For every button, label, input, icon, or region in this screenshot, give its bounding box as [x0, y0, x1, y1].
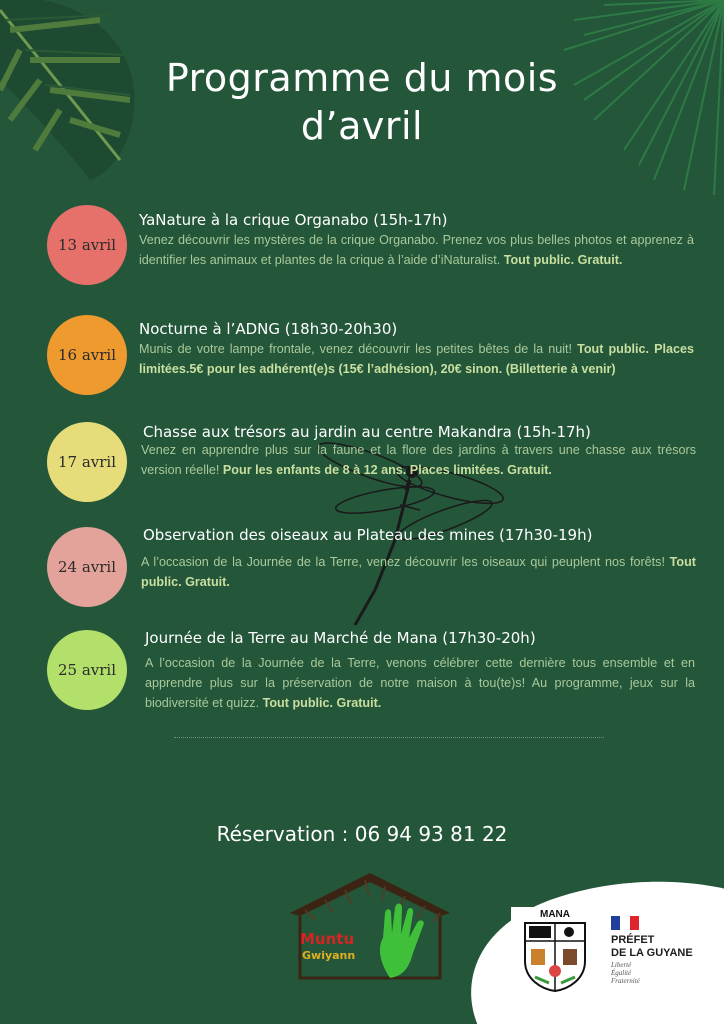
date-badge	[47, 205, 127, 285]
event-description	[141, 552, 696, 592]
mana-logo-text: MANA	[540, 909, 570, 920]
motto-egalite: Égalité	[611, 969, 632, 977]
event-title: Nocturne à l’ADNG (18h30-20h30)	[139, 320, 398, 338]
event-description	[141, 440, 696, 480]
event-title: Chasse aux trésors au jardin au centre Makandra (15h-17h)	[143, 423, 591, 441]
date-badge	[47, 527, 127, 607]
event-description	[139, 339, 694, 379]
event-description-text: A l’occasion de la Journée de la Terre, venez découvrir les oiseaux qui peuplent nos forêts!	[141, 555, 665, 569]
date-badge	[47, 630, 127, 710]
event-description-text: Venez découvrir les mystères de la crique Organabo. Prenez vos plus belles photos et apprenez à identifier les animaux et plantes de la crique à l’aide d’iNaturalist.	[139, 233, 694, 267]
event-description-bold: Tout public. Gratuit.	[262, 696, 382, 710]
date-label: 16 avril	[57, 346, 117, 364]
date-badge	[47, 422, 127, 502]
date-badge	[47, 315, 127, 395]
prefet-line-2: DE LA GUYANE	[611, 947, 693, 959]
event-description-bold: Tout public. Gratuit.	[141, 555, 696, 589]
event-description-text: A l’occasion de la Journée de la Terre, venons célébrer cette dernière tous ensemble et en apprendre plus sur la préservation de notre maison à tou(te)s! Au programme, jeux sur la biodiversité et quizz.	[145, 656, 695, 710]
french-flag-icon	[611, 916, 639, 930]
date-label: 17 avril	[57, 453, 117, 471]
muntu-logo-subtext: Gwiyann	[302, 949, 356, 962]
event-description	[139, 230, 694, 270]
title-line-1: Programme du mois	[165, 56, 559, 100]
event-description-bold: Pour les enfants de 8 à 12 ans. Places limitées. Gratuit.	[222, 463, 552, 477]
reservation-phone: Réservation : 06 94 93 81 22	[216, 822, 508, 846]
prefet-guyane-logo	[606, 912, 714, 988]
muntu-logo-text: Muntu	[300, 930, 355, 948]
date-label: 13 avril	[57, 236, 117, 254]
muntu-hut-logo-icon	[285, 868, 455, 988]
event-description-text: Venez en apprendre plus sur la faune et la flore des jardins à travers une chasse aux trésors version réelle!	[141, 443, 696, 477]
prefet-name	[611, 934, 693, 960]
dotted-divider	[174, 737, 604, 738]
title-line-2: d’avril	[300, 104, 424, 148]
event-title: Journée de la Terre au Marché de Mana (17h30-20h)	[145, 629, 536, 647]
event-title: YaNature à la crique Organabo (15h-17h)	[139, 211, 448, 229]
date-label: 24 avril	[57, 558, 117, 576]
mana-logo	[511, 907, 599, 995]
event-title: Observation des oiseaux au Plateau des mines (17h30-19h)	[143, 526, 593, 544]
event-description-bold: Tout public. Gratuit.	[503, 253, 623, 267]
motto-liberte: Liberté	[611, 961, 632, 969]
date-label: 25 avril	[57, 661, 117, 679]
prefet-line-1: PRÉFET	[611, 934, 655, 946]
mana-coat-of-arms-icon	[519, 921, 591, 993]
event-description	[145, 653, 695, 713]
motto-fraternite: Fraternité	[611, 977, 640, 985]
event-description-text: Munis de votre lampe frontale, venez découvrir les petites bêtes de la nuit!	[139, 342, 573, 356]
event-description-bold: Tout public. Places limitées.5€ pour les adhérent(e)s (15€ l’adhésion), 20€ sinon. (Billetterie à venir)	[139, 342, 695, 376]
prefet-motto	[611, 961, 640, 985]
page-title	[0, 54, 724, 150]
